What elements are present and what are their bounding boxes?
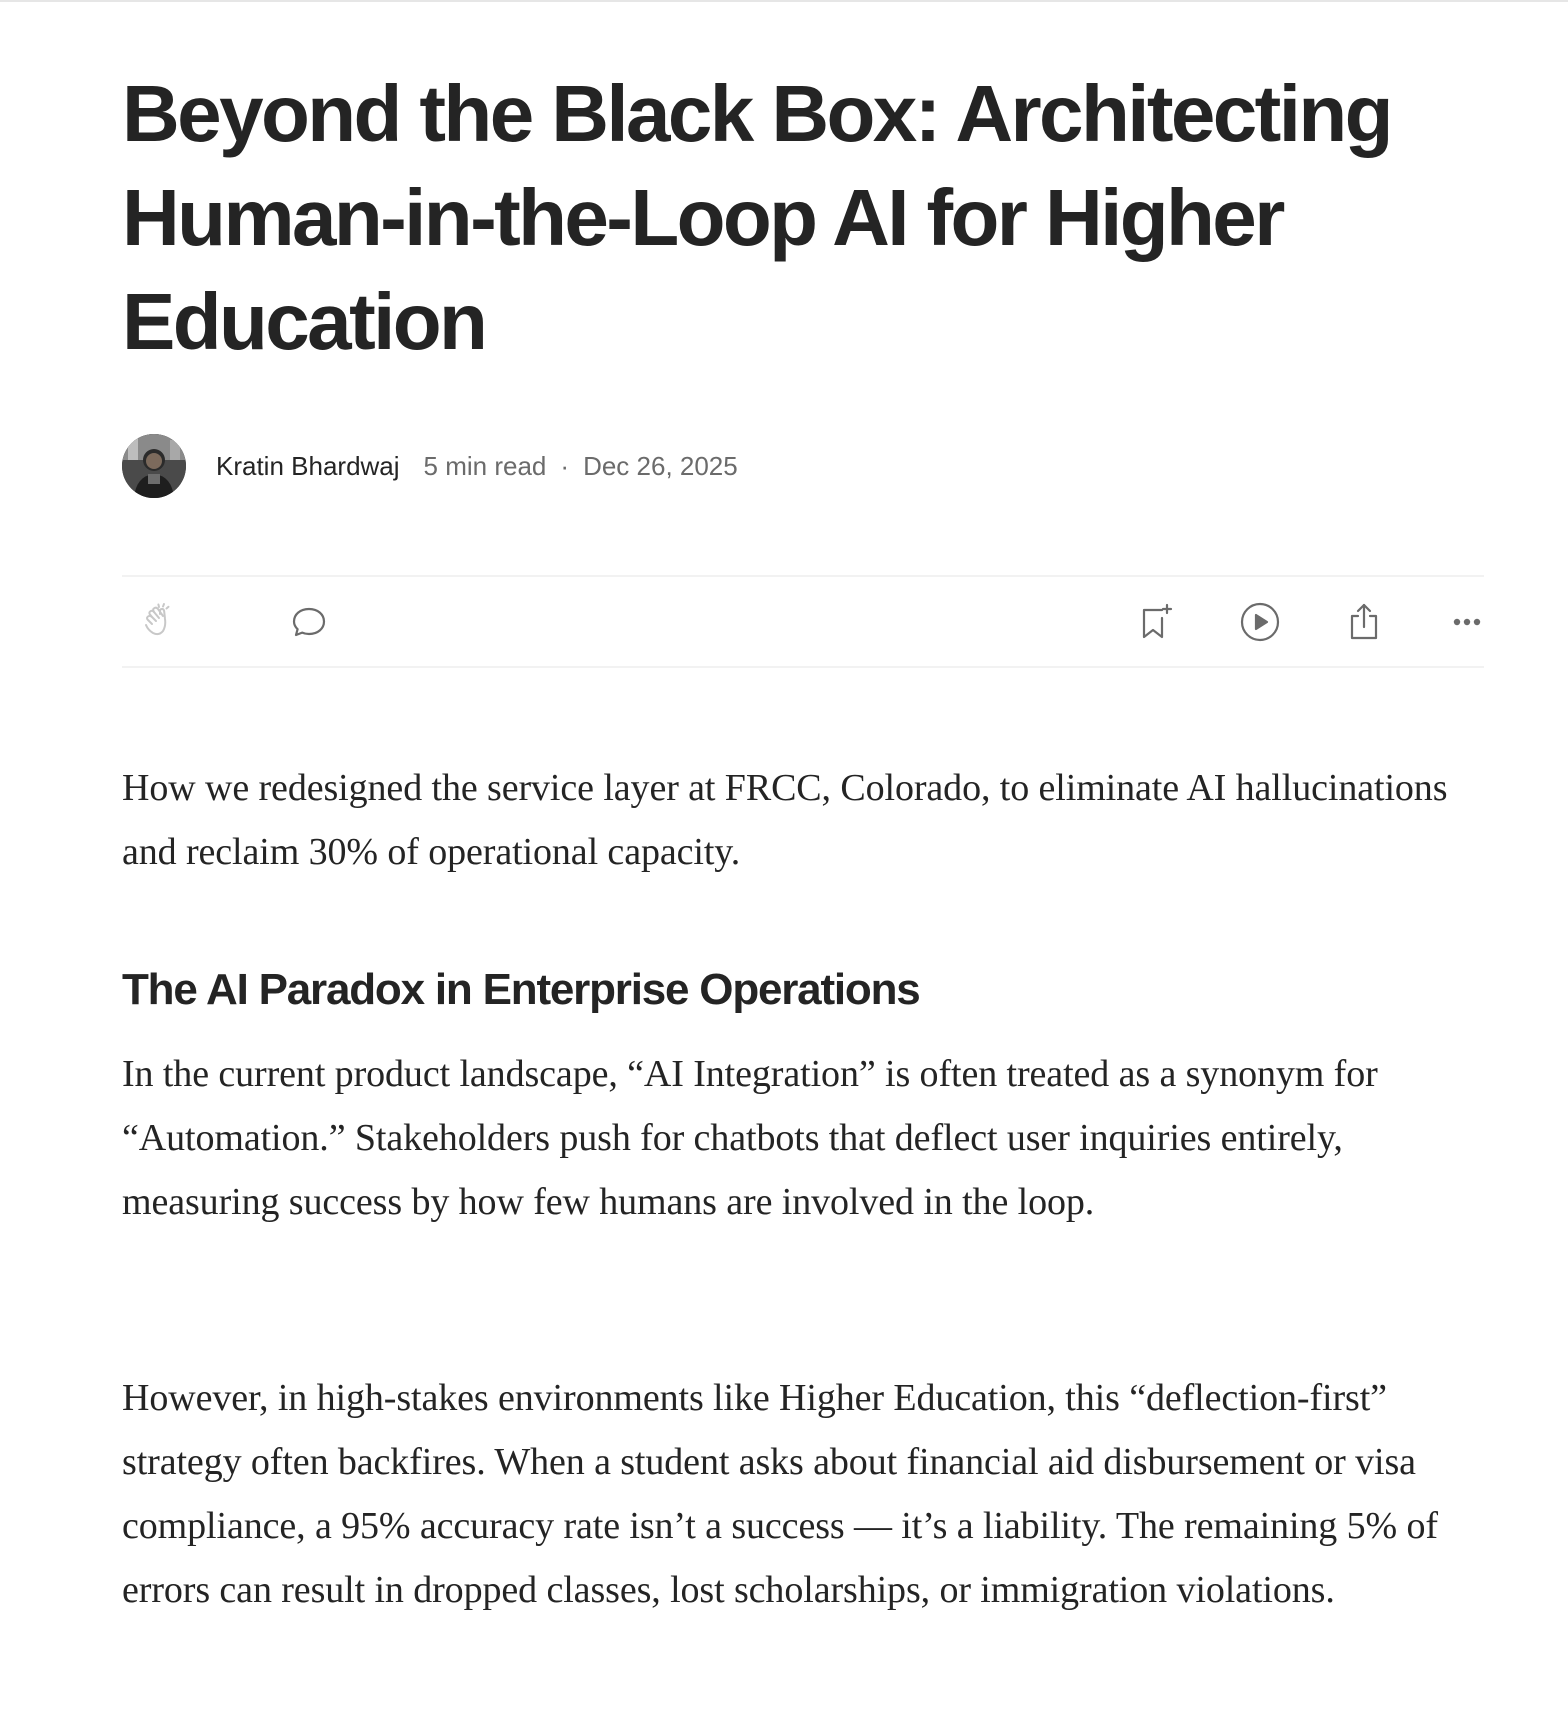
share-icon (1342, 600, 1386, 644)
clap-icon (139, 600, 183, 644)
byline (122, 432, 1484, 500)
author-avatar[interactable] (122, 434, 186, 498)
comment-bubble-icon (289, 602, 329, 642)
paragraph: In the current product landscape, “AI Integration” is often treated as a synonym for “Automation.” Stakeholders push for chatbots that deflect user inquiries entirely, measuring success by how few humans are involved in the loop. (122, 1053, 1378, 1223)
top-divider (0, 0, 1568, 2)
more-options-button[interactable] (1440, 595, 1494, 649)
publish-date: Dec 26, 2025 (583, 450, 738, 481)
article-subtitle: How we redesigned the service layer at FRCC, Colorado, to eliminate AI hallucinations and reclaim 30% of operational capacity. (122, 767, 1448, 873)
comment-button[interactable] (282, 595, 336, 649)
paragraph-block (122, 1042, 1484, 1234)
listen-button[interactable] (1233, 595, 1287, 649)
save-button[interactable] (1130, 595, 1184, 649)
meta-separator: · (560, 450, 570, 481)
read-time: 5 min read (423, 450, 547, 481)
more-horizontal-icon (1447, 602, 1487, 642)
author-name[interactable]: Kratin Bhardwaj (216, 450, 400, 481)
bookmark-add-icon (1135, 600, 1179, 644)
paragraph-block (122, 1366, 1484, 1622)
share-button[interactable] (1337, 595, 1391, 649)
paragraph: However, in high-stakes environments like Higher Education, this “deflection-first” strategy often backfires. When a student asks about financial aid disbursement or visa compliance, a 95% accuracy rate isn’t a success — it’s a liability. The remaining 5% of errors can result in dropped classes, lost scholarships, or immigration violations. (122, 1377, 1438, 1611)
article-title: Beyond the Black Box: Architecting Human-in-the-Loop AI for Higher Education (122, 69, 1391, 366)
play-circle-icon (1238, 600, 1282, 644)
article-action-bar (122, 575, 1484, 668)
section-heading: The AI Paradox in Enterprise Operations (122, 965, 920, 1014)
clap-button[interactable] (134, 595, 188, 649)
article-subtitle-block (122, 756, 1484, 884)
